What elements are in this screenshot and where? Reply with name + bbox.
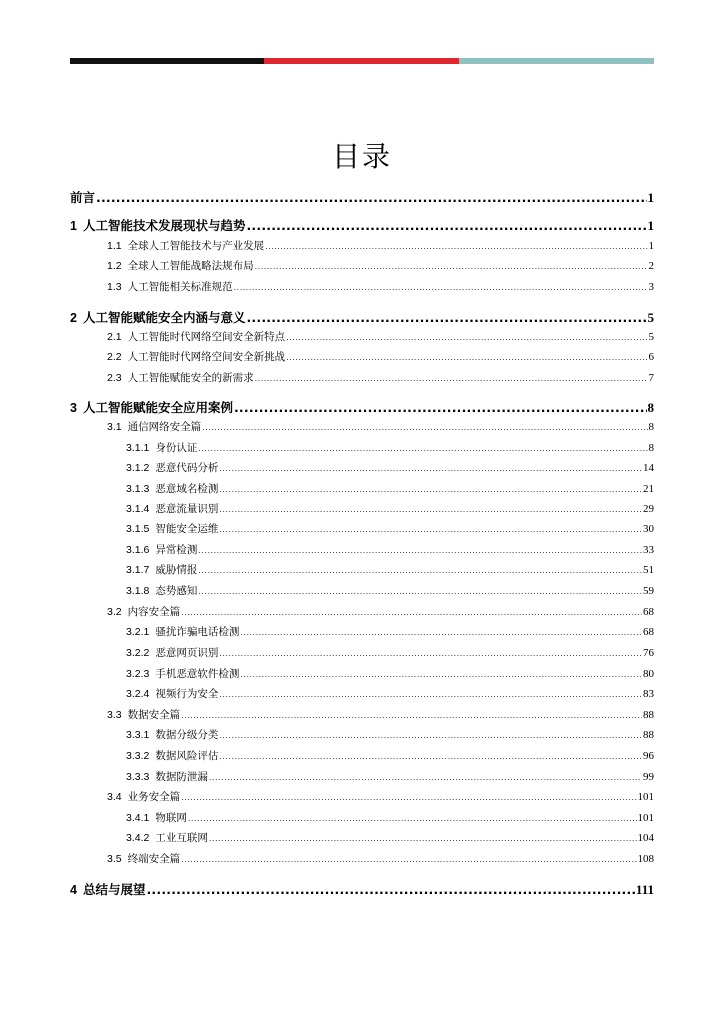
toc-entry-label: 恶意流量识别 xyxy=(155,503,219,515)
dot-leader xyxy=(219,649,642,658)
toc-entry[interactable] xyxy=(70,769,654,787)
toc-entry-label: 前言 xyxy=(70,190,96,205)
toc-entry-page-number: 104 xyxy=(637,832,654,844)
toc-entry[interactable] xyxy=(70,666,654,684)
toc-entry-page-number: 80 xyxy=(643,668,654,680)
toc-entry-page-number: 1 xyxy=(647,218,654,233)
toc-entry[interactable] xyxy=(70,501,654,519)
toc-entry-label: 人工智能技术发展现状与趋势 xyxy=(82,218,246,233)
toc-entry-label: 骚扰诈骗电话检测 xyxy=(155,626,240,638)
toc-entry-page-number: 99 xyxy=(643,771,654,783)
toc-entry-number: 3.2.4 xyxy=(126,688,150,700)
toc-entry-title xyxy=(107,329,285,344)
toc-entry-page-number: 88 xyxy=(643,729,654,741)
toc-entry-number: 1 xyxy=(70,219,77,233)
toc-entry-label: 人工智能相关标准规范 xyxy=(127,281,233,293)
color-bar-black xyxy=(70,58,264,64)
dot-leader xyxy=(198,587,642,596)
dot-leader xyxy=(96,190,646,205)
toc-entry-label: 视频行为安全 xyxy=(155,688,219,700)
dot-leader xyxy=(234,283,648,292)
toc-entry-number: 3.2.3 xyxy=(126,668,150,680)
toc-entry-title xyxy=(107,851,180,866)
toc-entry-number: 3.1.4 xyxy=(126,503,150,515)
toc-entry-number: 4 xyxy=(70,883,77,897)
toc-entry-page-number: 7 xyxy=(648,372,654,384)
toc-entry-label: 全球人工智能技术与产业发展 xyxy=(127,240,265,252)
dot-leader xyxy=(219,731,642,740)
toc-entry-page-number: 5 xyxy=(648,331,654,343)
toc-entry-label: 人工智能时代网络空间安全新挑战 xyxy=(127,351,286,363)
toc-entry-title xyxy=(126,645,218,660)
toc-entry-title xyxy=(107,238,264,253)
toc-entry-number: 3.1.3 xyxy=(126,483,150,495)
toc-entry-title xyxy=(126,542,197,557)
toc-entry-title xyxy=(126,810,187,825)
dot-leader xyxy=(219,752,642,761)
toc-entry-page-number: 6 xyxy=(648,351,654,363)
toc-entry-page-number: 108 xyxy=(637,853,654,865)
toc-entry-page-number: 96 xyxy=(643,750,654,762)
toc-entry[interactable] xyxy=(70,188,654,208)
page-title: 目录 xyxy=(331,140,392,173)
dot-leader xyxy=(181,855,636,864)
toc-entry-title xyxy=(107,707,180,722)
toc-entry[interactable] xyxy=(70,645,654,663)
toc-entry-title xyxy=(70,880,145,898)
toc-entry-label: 恶意网页识别 xyxy=(155,647,219,659)
toc-entry-label: 恶意代码分析 xyxy=(155,462,219,474)
toc-entry-number: 3.3.3 xyxy=(126,771,150,783)
toc-entry-page-number: 83 xyxy=(643,688,654,700)
dot-leader xyxy=(146,882,634,897)
dot-leader xyxy=(246,218,646,233)
toc-entry-number: 3.3.2 xyxy=(126,750,150,762)
toc-entry-page-number: 8 xyxy=(648,421,654,433)
toc-entry-label: 全球人工智能战略法规布局 xyxy=(127,260,254,272)
toc-entry-page-number: 51 xyxy=(643,564,654,576)
toc-entry-title xyxy=(70,308,245,326)
toc-entry[interactable] xyxy=(70,329,654,347)
toc-entry[interactable] xyxy=(70,851,654,869)
toc-entry[interactable] xyxy=(70,830,654,848)
toc-entry[interactable] xyxy=(70,521,654,539)
toc-entry[interactable] xyxy=(70,604,654,622)
toc-entry-label: 人工智能赋能安全内涵与意义 xyxy=(82,310,246,325)
toc-entry-title xyxy=(70,398,233,416)
dot-leader xyxy=(265,242,647,251)
toc-entry-title xyxy=(126,686,218,701)
toc-entry-number: 3.4.2 xyxy=(126,832,150,844)
toc-entry[interactable] xyxy=(70,562,654,580)
toc-entry-number: 3.1.5 xyxy=(126,523,150,535)
toc-entry-label: 物联网 xyxy=(155,812,187,824)
toc-entry-number: 2 xyxy=(70,311,77,325)
toc-entry[interactable] xyxy=(70,440,654,458)
toc-entry-number: 3.1.1 xyxy=(126,442,150,454)
toc-entry-label: 数据风险评估 xyxy=(155,750,219,762)
toc-entry-title xyxy=(126,460,218,475)
toc-entry-title xyxy=(126,624,239,639)
dot-leader xyxy=(255,262,648,271)
toc-entry-title xyxy=(107,279,233,294)
toc-entry-page-number: 21 xyxy=(643,483,654,495)
toc-entry-title xyxy=(107,604,180,619)
toc-entry-number: 1.3 xyxy=(107,281,122,293)
toc-entry[interactable] xyxy=(70,748,654,766)
toc-entry-title xyxy=(126,521,218,536)
toc-entry-number: 3.2.1 xyxy=(126,626,150,638)
dot-leader xyxy=(198,566,642,575)
toc-entry-number: 3.1.8 xyxy=(126,585,150,597)
toc-entry-label: 数据防泄漏 xyxy=(155,771,208,783)
toc-entry[interactable] xyxy=(70,460,654,478)
toc-entry-title xyxy=(126,562,197,577)
dot-leader xyxy=(219,505,642,514)
toc-entry[interactable] xyxy=(70,727,654,745)
dot-leader xyxy=(202,423,647,432)
toc-entry-title xyxy=(126,481,218,496)
toc-entry-title xyxy=(126,769,208,784)
toc-entry-label: 数据安全篇 xyxy=(127,709,181,721)
toc-entry-label: 身份认证 xyxy=(155,442,198,454)
color-bar-red xyxy=(264,58,459,64)
toc-entry-page-number: 68 xyxy=(643,626,654,638)
toc-entry-title xyxy=(126,440,197,455)
dot-leader xyxy=(219,485,642,494)
dot-leader xyxy=(286,353,647,362)
toc-entry-title xyxy=(70,188,95,206)
toc-entry-label: 通信网络安全篇 xyxy=(127,421,202,433)
dot-leader xyxy=(209,834,637,843)
toc-entry-number: 3.1.2 xyxy=(126,462,150,474)
toc-entry-title xyxy=(107,419,201,434)
toc-entry-label: 数据分级分类 xyxy=(155,729,219,741)
toc-entry-page-number: 1 xyxy=(647,190,654,205)
toc-entry-title xyxy=(126,501,218,516)
toc-entry[interactable] xyxy=(70,419,654,437)
toc-entry-title xyxy=(126,830,208,845)
toc-entry-label: 威胁情报 xyxy=(155,564,198,576)
toc-entry-number: 3.1.6 xyxy=(126,544,150,556)
toc-entry[interactable] xyxy=(70,880,654,900)
toc-entry-title xyxy=(126,666,239,681)
toc-entry[interactable] xyxy=(70,258,654,276)
toc-entry-page-number: 101 xyxy=(637,812,654,824)
toc-entry-page-number: 1 xyxy=(648,240,654,252)
color-bar-teal xyxy=(459,58,654,64)
toc-entry-page-number: 8 xyxy=(647,400,654,415)
toc-entry[interactable] xyxy=(70,810,654,828)
toc-entry-number: 2.1 xyxy=(107,331,122,343)
toc-entry[interactable] xyxy=(70,583,654,601)
toc-entry-label: 人工智能时代网络空间安全新特点 xyxy=(127,331,286,343)
toc-entry-number: 1.2 xyxy=(107,260,122,272)
toc-entry[interactable] xyxy=(70,308,654,328)
dot-leader xyxy=(181,711,642,720)
toc-entry-number: 3.4.1 xyxy=(126,812,150,824)
dot-leader xyxy=(219,525,642,534)
toc-entry-number: 3.2 xyxy=(107,606,122,618)
toc-entry-number: 3.4 xyxy=(107,791,122,803)
toc-entry-label: 人工智能赋能安全的新需求 xyxy=(127,372,254,384)
toc-entry-page-number: 33 xyxy=(643,544,654,556)
toc-entry-page-number: 76 xyxy=(643,647,654,659)
toc-entry-title xyxy=(126,583,197,598)
dot-leader xyxy=(198,444,647,453)
toc-entry-label: 态势感知 xyxy=(155,585,198,597)
dot-leader xyxy=(240,628,642,637)
toc-entry-page-number: 111 xyxy=(635,882,654,897)
toc-entry-label: 恶意域名检测 xyxy=(155,483,219,495)
toc-entry-page-number: 29 xyxy=(643,503,654,515)
toc-entry-title xyxy=(107,349,285,364)
header-color-bar xyxy=(70,58,654,64)
dot-leader xyxy=(219,690,642,699)
toc-entry-label: 异常检测 xyxy=(155,544,198,556)
toc-entry-page-number: 8 xyxy=(648,442,654,454)
toc-entry[interactable] xyxy=(70,481,654,499)
toc-entry[interactable] xyxy=(70,216,654,236)
toc-entry-label: 内容安全篇 xyxy=(127,606,181,618)
toc-entry-title xyxy=(126,727,218,742)
toc-entry-title xyxy=(126,748,218,763)
toc-entry-number: 2.3 xyxy=(107,372,122,384)
toc-entry-number: 3.2.2 xyxy=(126,647,150,659)
toc-entry[interactable] xyxy=(70,370,654,388)
dot-leader xyxy=(181,608,642,617)
toc-entry[interactable] xyxy=(70,238,654,256)
toc-entry-page-number: 30 xyxy=(643,523,654,535)
toc-entry-number: 3.5 xyxy=(107,853,122,865)
dot-leader xyxy=(219,464,642,473)
toc-entry-page-number: 5 xyxy=(647,310,654,325)
toc-entry-number: 3.3 xyxy=(107,709,122,721)
toc-entry[interactable] xyxy=(70,279,654,297)
toc-entry-label: 手机恶意软件检测 xyxy=(155,668,240,680)
dot-leader xyxy=(240,670,642,679)
toc-entry[interactable] xyxy=(70,624,654,642)
toc-entry-number: 3.1.7 xyxy=(126,564,150,576)
toc-entry[interactable] xyxy=(70,789,654,807)
toc-entry-label: 总结与展望 xyxy=(82,882,146,897)
dot-leader xyxy=(209,773,642,782)
toc-entry-page-number: 3 xyxy=(648,281,654,293)
dot-leader xyxy=(181,793,636,802)
dot-leader xyxy=(198,546,642,555)
toc-entry-page-number: 88 xyxy=(643,709,654,721)
toc-entry-label: 工业互联网 xyxy=(155,832,208,844)
toc-entry-page-number: 101 xyxy=(637,791,654,803)
toc-entry-label: 业务安全篇 xyxy=(127,791,181,803)
toc-entry-page-number: 2 xyxy=(648,260,654,272)
toc-entry-number: 3.1 xyxy=(107,421,122,433)
dot-leader xyxy=(286,333,647,342)
toc-entry-label: 人工智能赋能安全应用案例 xyxy=(82,400,233,415)
dot-leader xyxy=(255,374,648,383)
toc-entry-title xyxy=(107,370,254,385)
toc-entry-number: 1.1 xyxy=(107,240,122,252)
toc-entry-title xyxy=(107,789,180,804)
toc-entry[interactable] xyxy=(70,707,654,725)
toc-entry-label: 终端安全篇 xyxy=(127,853,181,865)
toc-entry-page-number: 14 xyxy=(643,462,654,474)
toc-entry-label: 智能安全运维 xyxy=(155,523,219,535)
toc-entry-number: 2.2 xyxy=(107,351,122,363)
dot-leader xyxy=(234,400,647,415)
toc-entry-title xyxy=(107,258,254,273)
toc-entry-number: 3.3.1 xyxy=(126,729,150,741)
dot-leader xyxy=(246,310,646,325)
toc-entry[interactable] xyxy=(70,686,654,704)
toc-entry-number: 3 xyxy=(70,401,77,415)
dot-leader xyxy=(188,814,637,823)
toc-entry[interactable] xyxy=(70,398,654,418)
toc-entry-page-number: 68 xyxy=(643,606,654,618)
toc-entry-page-number: 59 xyxy=(643,585,654,597)
toc-entry[interactable] xyxy=(70,542,654,560)
toc-entry-title xyxy=(70,216,245,234)
toc-entry[interactable] xyxy=(70,349,654,367)
